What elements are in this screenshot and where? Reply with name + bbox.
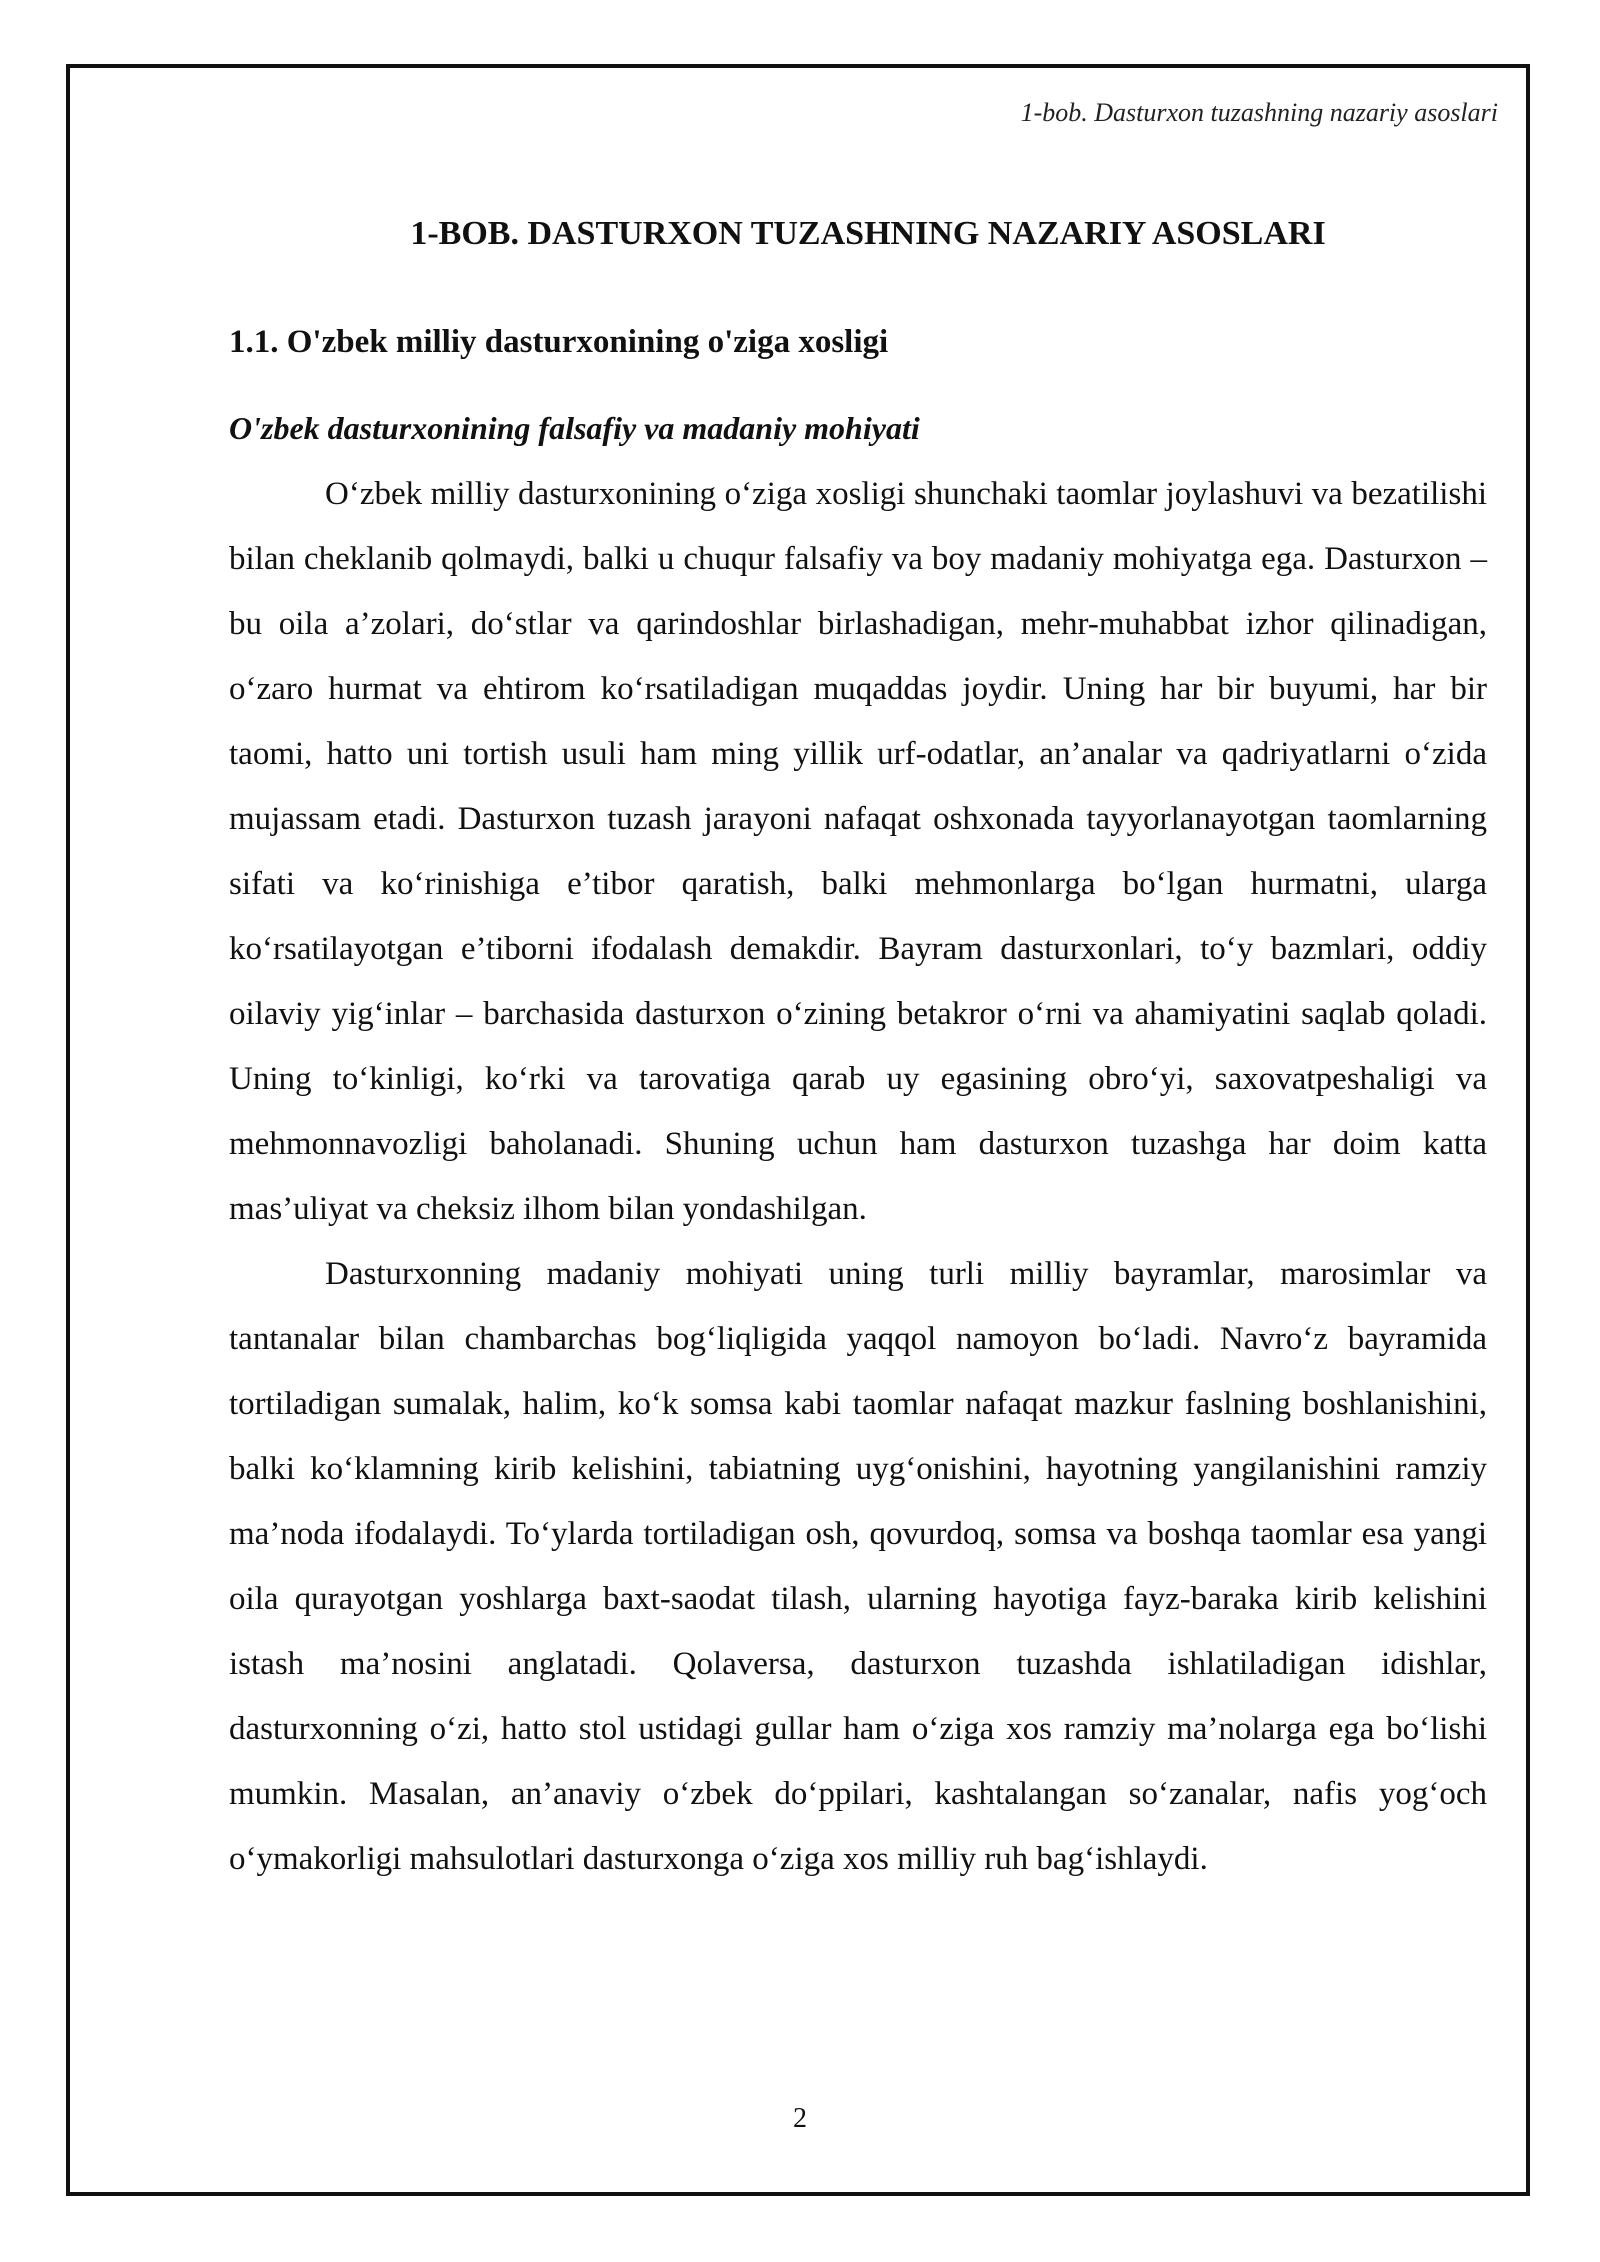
document-body (229, 214, 1487, 1892)
body-paragraph: Dasturxonning madaniy mohiyati uning turli milliy bayramlar, marosimlar va tantanalar bilan chambarchas bog‘liqligida yaqqol namoyon bo‘ladi. Navro‘z bayramida tortiladigan sumalak, halim, ko‘k somsa kabi taomlar nafaqat mazkur faslning boshlanishini, balki ko‘klamning kirib kelishini, tabiatning uyg‘onishini, hayotning yangilanishini ramziy ma’noda ifodalaydi. To‘ylarda tortiladigan osh, qovurdoq, somsa va boshqa taomlar esa yangi oila qurayotgan yoshlarga baxt-saodat tilash, ularning hayotiga fayz-baraka kirib kelishini istash ma’nosini anglatadi. Qolaversa, dasturxon tuzashda ishlatiladigan idishlar, dasturxonning o‘zi, hatto stol ustidagi gullar ham o‘ziga xos ramziy ma’nolarga ega bo‘lishi mumkin. Masalan, an’anaviy o‘zbek do‘ppilari, kashtalangan so‘zanalar, nafis yog‘och o‘ymakorligi mahsulotlari dasturxonga o‘ziga xos milliy ruh bag‘ishlaydi. (229, 1256, 1487, 1877)
running-header: 1-bob. Dasturxon tuzashning nazariy asoslari (1020, 98, 1498, 127)
body-paragraph: O‘zbek milliy dasturxonining o‘ziga xosligi shunchaki taomlar joylashuvi va bezatilishi bilan cheklanib qolmaydi, balki u chuqur falsafiy va boy madaniy mohiyatga ega. Dasturxon – bu oila a’zolari, do‘stlar va qarindoshlar birlashadigan, mehr-muhabbat izhor qilinadigan, o‘zaro hurmat va ehtirom ko‘rsatiladigan muqaddas joydir. Uning har bir buyumi, har bir taomi, hatto uni tortish usuli ham ming yillik urf-odatlar, an’analar va qadriyatlarni o‘zida mujassam etadi. Dasturxon tuzash jarayoni nafaqat oshxonada tayyorlanayotgan taomlarning sifati va ko‘rinishiga e’tibor qaratish, balki mehmonlarga bo‘lgan hurmatni, ularga ko‘rsatilayotgan e’tiborni ifodalash demakdir. Bayram dasturxonlari, to‘y bazmlari, oddiy oilaviy yig‘inlar – barchasida dasturxon o‘zining betakror o‘rni va ahamiyatini saqlab qoladi. Uning to‘kinligi, ko‘rki va tarovatiga qarab uy egasining obro‘yi, saxovatpeshaligi va mehmonnavozligi baholanadi. Shuning uchun ham dasturxon tuzashga har doim katta mas’uliyat va cheksiz ilhom bilan yondashilgan. (229, 476, 1487, 1227)
page-number: 2 (793, 2103, 807, 2134)
section-title: 1.1. O'zbek milliy dasturxonining o'ziga xosligi (229, 324, 889, 360)
subsection-title: O'zbek dasturxonining falsafiy va madaniy mohiyati (229, 410, 920, 446)
chapter-title: 1-BOB. DASTURXON TUZASHNING NAZARIY ASOSLARI (410, 215, 1326, 252)
